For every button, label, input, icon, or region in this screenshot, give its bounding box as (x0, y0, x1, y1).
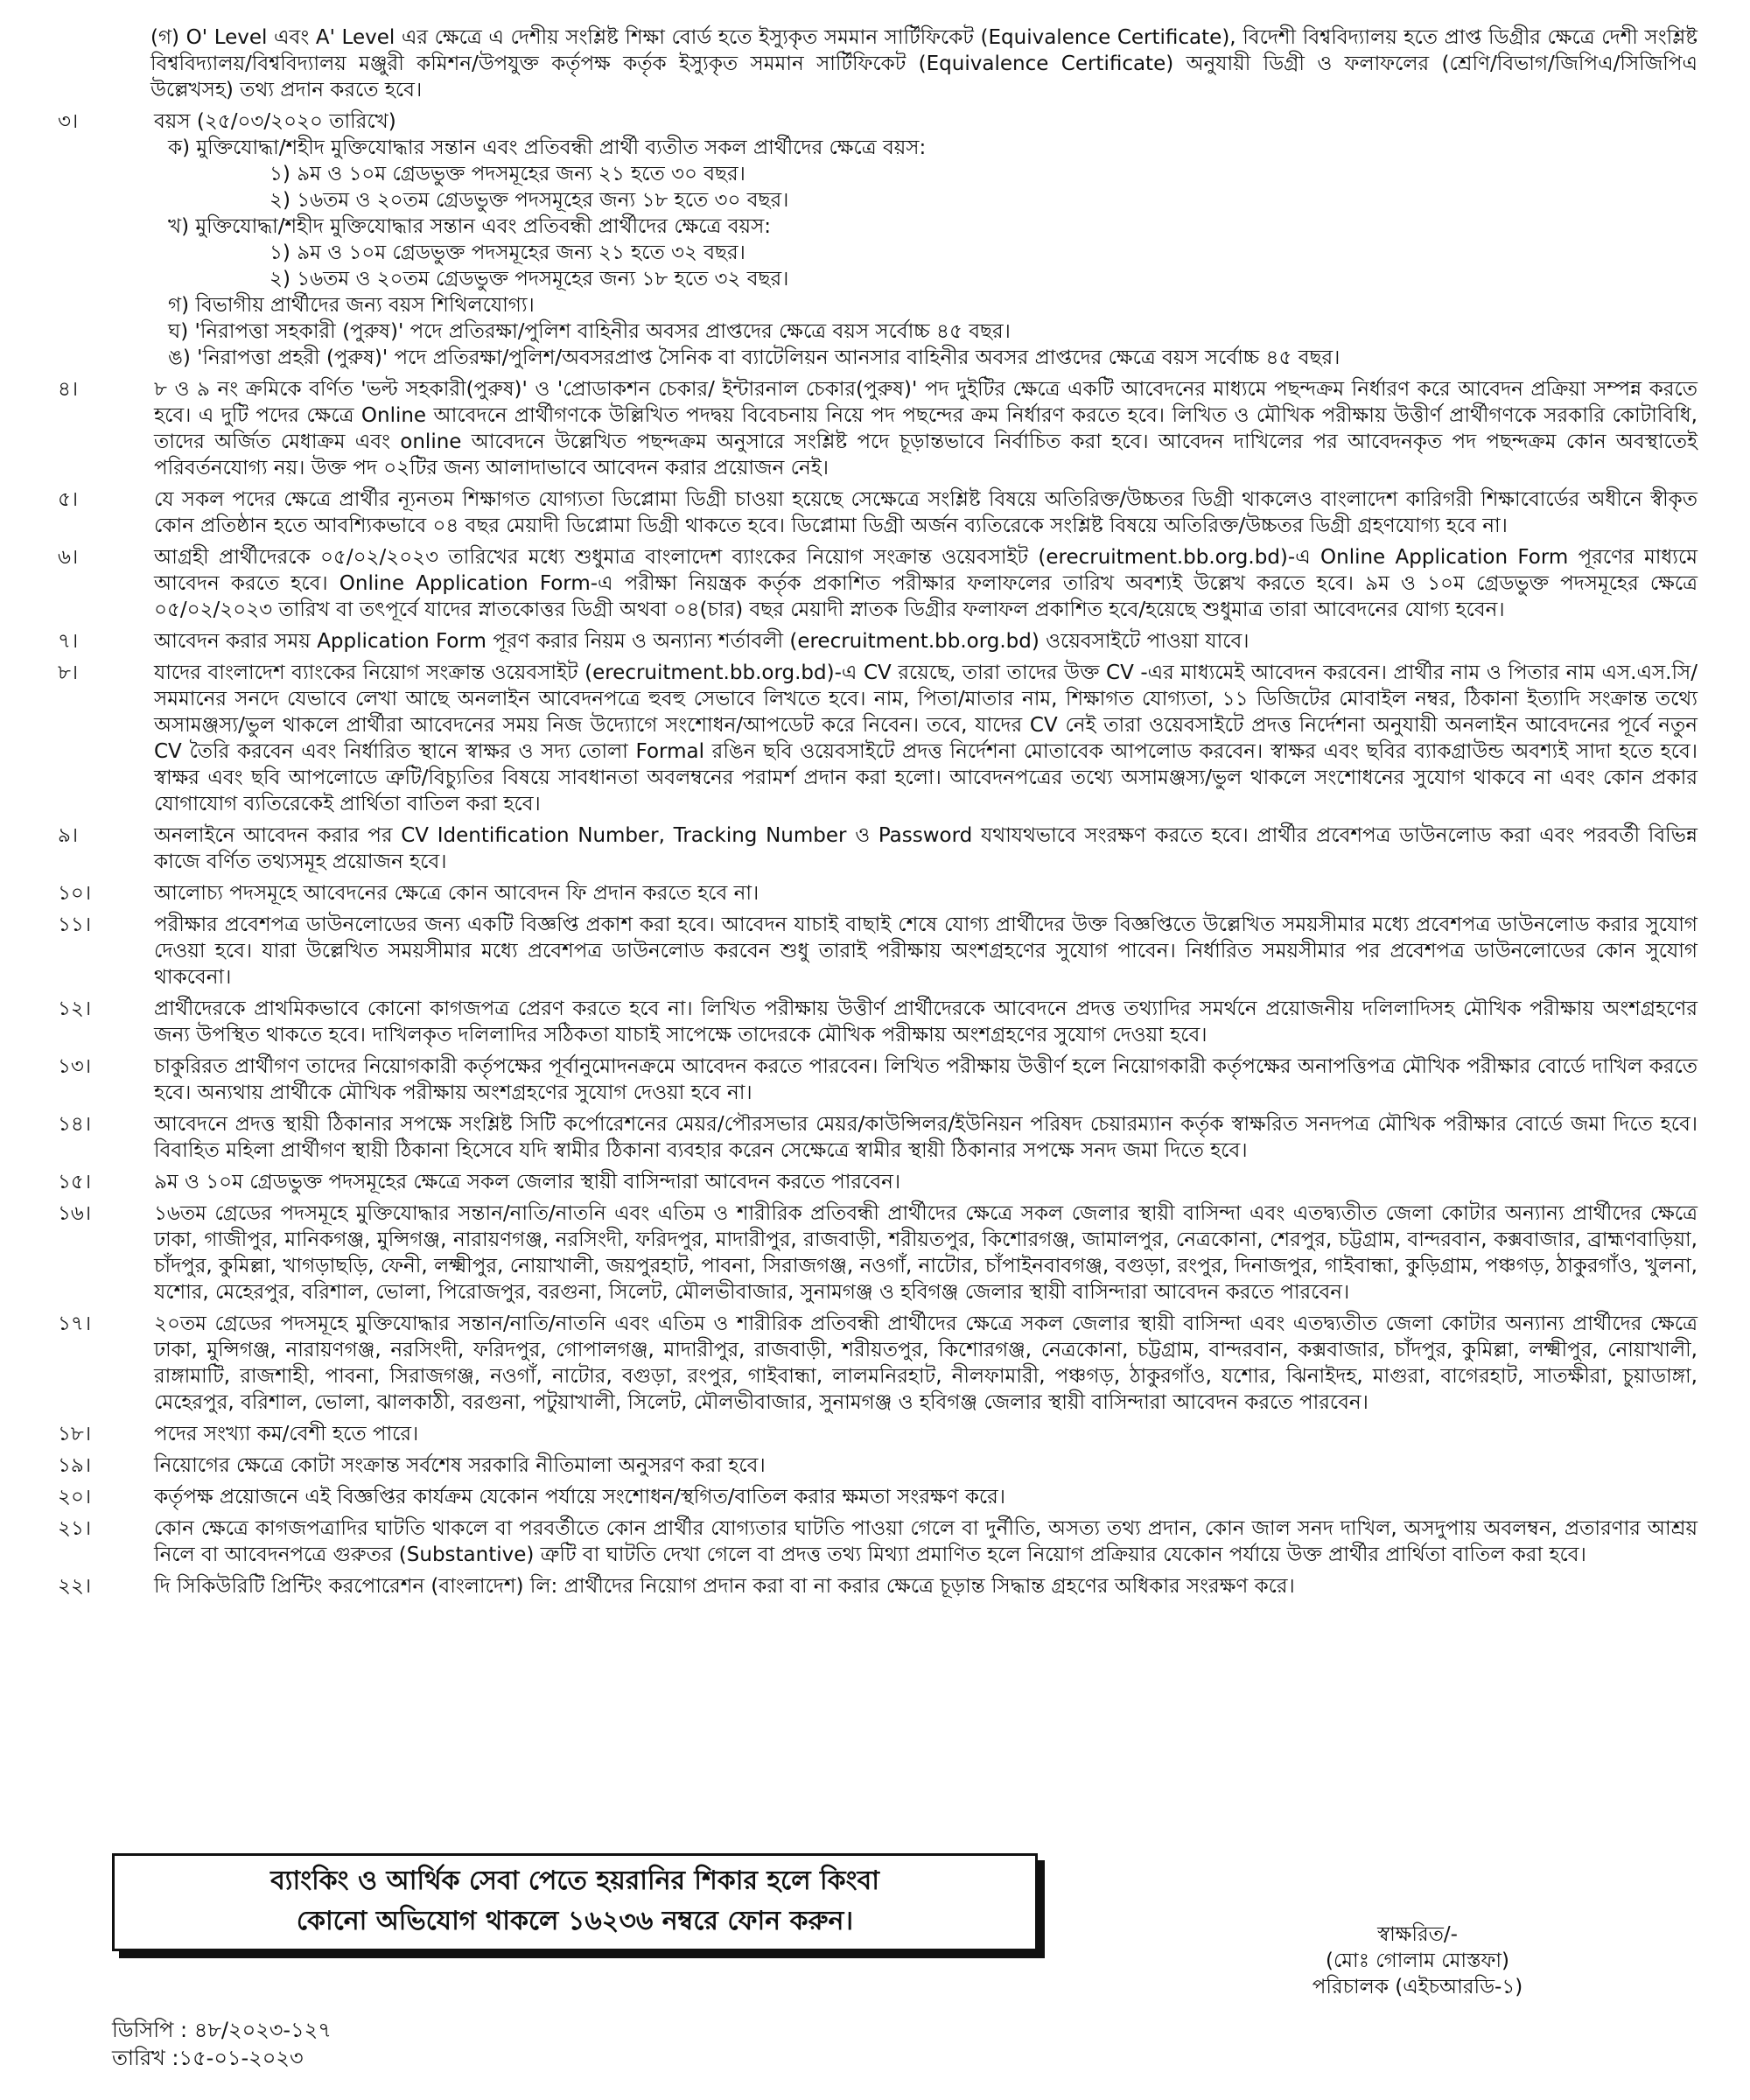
age-clause-d: ঘ) 'নিরাপত্তা সহকারী (পুরুষ)' পদে প্রতিরক্ষা/পুলিশ বাহিনীর অবসর প্রাপ্তদের ক্ষেত্রে বয়স সর্বোচ্চ ৪৫ বছর। (168, 320, 1011, 343)
age-clause-b2: ২) ১৬তম ও ২০তম গ্রেডভুক্ত পদসমূহের জন্য ১৮ হতে ৩২ বছর। (270, 268, 789, 290)
list-item (52, 1311, 1698, 1416)
item-number: ১১। (58, 914, 92, 936)
item-text: অনলাইনে আবেদন করার পর CV Identification Number, Tracking Number ও Password যথাযথভাবে সংরক্ষণ করতে হবে। প্রার্থীর প্রবেশপত্র ডাউনলোড করা এবং পরবর্তী বিভিন্ন কাজে বর্ণিত তথ্যসমূহ প্রয়োজন হবে। (154, 824, 1698, 873)
age-clause-e: ঙ) 'নিরাপত্তা প্রহরী (পুরুষ)' পদে প্রতিরক্ষা/পুলিশ/অবসরপ্রাপ্ত সৈনিক বা ব্যাটেলিয়ন আনসার বাহিনীর অবসর প্রাপ্তদের ক্ষেত্রে বয়স সর্বোচ্চ ৪৫ বছর। (168, 346, 1340, 369)
reference-block (112, 2016, 332, 2072)
helpline-line-2: কোনো অভিযোগ থাকলে ১৬২৩৬ নম্বরে ফোন করুন। (296, 1906, 854, 1936)
list-item (52, 1054, 1698, 1106)
age-clause-a1: ১) ৯ম ও ১০ম গ্রেডভুক্ত পদসমূহের জন্য ২১ হতে ৩০ বছর। (270, 163, 746, 186)
item-number: ১৯। (58, 1454, 92, 1477)
item-number: ১৭। (58, 1312, 92, 1335)
list-item (52, 822, 1698, 875)
notice-page (52, 24, 1698, 1600)
item-number: ৩। (58, 110, 79, 133)
list-item (52, 880, 1698, 906)
item-number: ১৫। (58, 1171, 92, 1194)
item-number: ১৩। (58, 1055, 92, 1078)
item-text: যে সকল পদের ক্ষেত্রে প্রার্থীর ন্যূনতম শিক্ষাগত যোগ্যতা ডিপ্লোমা ডিগ্রী চাওয়া হয়েছে সেক্ষেত্রে সংশ্লিষ্ট বিষয়ে অতিরিক্ত/উচ্চতর ডিগ্রী থাকলেও বাংলাদেশ কারিগরী শিক্ষাবোর্ডের অধীনে স্বীকৃত কোন প্রতিষ্ঠান হতে আবশ্যিকভাবে ০৪ বছর মেয়াদী ডিপ্লোমা ডিগ্রী থাকতে হবে। ডিপ্লোমা ডিগ্রী অর্জন ব্যতিরেকে সংশ্লিষ্ট বিষয়ে অতিরিক্ত/উচ্চতর ডিগ্রী গ্রহণযোগ্য হবে না। (154, 488, 1698, 537)
list-item (52, 486, 1698, 539)
item-number: ২১। (58, 1517, 92, 1540)
list-item (52, 628, 1698, 654)
age-clause-b1: ১) ৯ম ও ১০ম গ্রেডভুক্ত পদসমূহের জন্য ২১ হতে ৩২ বছর। (270, 242, 746, 264)
intro-paragraph: (গ) O' Level এবং A' Level এর ক্ষেত্রে এ দেশীয় সংশ্লিষ্ট শিক্ষা বোর্ড হতে ইস্যুকৃত সমমান সার্টিফিকেট (Equivalence Certificate), বিদেশী বিশ্ববিদ্যালয় হতে প্রাপ্ত ডিগ্রীর ক্ষেত্রে দেশী সংশ্লিষ্ট বিশ্ববিদ্যালয়/বিশ্ববিদ্যালয় মঞ্জুরী কমিশন/উপযুক্ত কর্তৃপক্ষ কর্তৃক ইস্যুকৃত সমমান সার্টিফিকেট (Equivalence Certificate) অনুযায়ী ডিগ্রী ও ফলাফলের (শ্রেণি/বিভাগ/জিপিএ/সিজিপিএ উল্লেখসহ) তথ্য প্রদান করতে হবে। (150, 26, 1698, 102)
item-number: ৫। (58, 488, 79, 511)
item-number: ১৪। (58, 1113, 92, 1136)
list-item (52, 1111, 1698, 1164)
dcp-reference: ডিসিপি : ৪৮/২০২৩-১২৭ (112, 2018, 332, 2042)
item-text: দি সিকিউরিটি প্রিন্টিং করপোরেশন (বাংলাদেশ) লি: প্রার্থীদের নিয়োগ প্রদান করা বা না করার ক্ষেত্রে চূড়ান্ত সিদ্ধান্ত গ্রহণের অধিকার সংরক্ষণ করে। (154, 1575, 1295, 1598)
item-text: আবেদন করার সময় Application Form পূরণ করার নিয়ম ও অন্যান্য শর্তাবলী (erecruitment.bb.org.bd) ওয়েবসাইটে পাওয়া যাবে। (154, 630, 1250, 653)
list-item (52, 1200, 1698, 1306)
item-text: পদের সংখ্যা কম/বেশী হতে পারে। (154, 1423, 419, 1446)
item-number: ৯। (58, 824, 79, 847)
item-text: ১৬তম গ্রেডের পদসমূহে মুক্তিযোদ্ধার সন্তান/নাতি/নাতনি এবং এতিম ও শারীরিক প্রতিবন্ধী প্রার্থীদের ক্ষেত্রে সকল জেলার স্থায়ী বাসিন্দা এবং এতদ্ব্যতীত জেলা কোটার অন্যান্য প্রার্থীদের ক্ষেত্রে ঢাকা, গাজীপুর, মানিকগঞ্জ, মুন্সিগঞ্জ, নারায়ণগঞ্জ, নরসিংদী, ফরিদপুর, মাদারীপুর, রাজবাড়ী, শরীয়তপুর, কিশোরগঞ্জ, জামালপুর, নেত্রকোনা, শেরপুর, চট্টগ্রাম, বান্দরবান, কক্সবাজার, ব্রাহ্মণবাড়িয়া, চাঁদপুর, কুমিল্লা, খাগড়াছড়ি, ফেনী, লক্ষ্মীপুর, নোয়াখালী, জয়পুরহাট, পাবনা, সিরাজগঞ্জ, নওগাঁ, নাটোর, চাঁপাইনবাবগঞ্জ, বগুড়া, রংপুর, দিনাজপুর, গাইবান্ধা, কুড়িগ্রাম, পঞ্চগড়, ঠাকুরগাঁও, খুলনা, যশোর, মেহেরপুর, বরিশাল, ভোলা, পিরোজপুর, বরগুনা, সিলেট, মৌলভীবাজার, সুনামগঞ্জ ও হবিগঞ্জ জেলার স্থায়ী বাসিন্দারা আবেদন করতে পারবেন। (154, 1202, 1698, 1304)
item-number: ৪। (58, 378, 79, 401)
age-clause-b: খ) মুক্তিযোদ্ধা/শহীদ মুক্তিযোদ্ধার সন্তান এবং প্রতিবন্ধী প্রার্থীদের ক্ষেত্রে বয়স: (168, 215, 772, 238)
item-number: ৭। (58, 630, 79, 653)
list-item (52, 996, 1698, 1048)
item-number: ২০। (58, 1486, 92, 1508)
list-item (52, 912, 1698, 990)
signatory-title: পরিচালক (এইচআরডি-১) (1312, 1976, 1523, 1998)
item-number: ১২। (58, 998, 92, 1020)
item-text: কোন ক্ষেত্রে কাগজপত্রাদির ঘাটতি থাকলে বা পরবর্তীতে কোন প্রার্থীর যোগ্যতার ঘাটতি পাওয়া গেলে বা দুর্নীতি, অসত্য তথ্য প্রদান, কোন জাল সনদ দাখিল, অসদুপায় অবলম্বন, প্রতারণার আশ্রয় নিলে বা আবেদনপত্রে গুরুতর (Substantive) ত্রুটি বা ঘাটতি দেখা গেলে বা প্রদত্ত তথ্য মিথ্যা প্রমাণিত হলে নিয়োগ প্রক্রিয়ার যেকোন পর্যায়ে উক্ত প্রার্থীর প্রার্থিতা বাতিল করা হবে। (154, 1517, 1698, 1566)
list-item (52, 1169, 1698, 1195)
age-clause-a: ক) মুক্তিযোদ্ধা/শহীদ মুক্তিযোদ্ধার সন্তান এবং প্রতিবন্ধী প্রার্থী ব্যতীত সকল প্রার্থীদের ক্ষেত্রে বয়স: (168, 136, 927, 159)
item-text: চাকুরিরত প্রার্থীগণ তাদের নিয়োগকারী কর্তৃপক্ষের পূর্বানুমোদনক্রমে আবেদন করতে পারবেন। লিখিত পরীক্ষায় উত্তীর্ণ হলে নিয়োগকারী কর্তৃপক্ষের অনাপত্তিপত্র মৌখিক পরীক্ষার বোর্ডে দাখিল করতে হবে। অন্যথায় প্রার্থীকে মৌখিক পরীক্ষায় অংশগ্রহণের সুযোগ দেওয়া হবে না। (154, 1055, 1698, 1104)
age-heading: বয়স (২৫/০৩/২০২০ তারিখে) (154, 110, 396, 133)
list-item (52, 1573, 1698, 1600)
list-item (52, 1452, 1698, 1479)
list-item (52, 1484, 1698, 1510)
item-number: ৮। (58, 662, 79, 684)
item-text: যাদের বাংলাদেশ ব্যাংকের নিয়োগ সংক্রান্ত ওয়েবসাইট (erecruitment.bb.org.bd)-এ CV রয়েছে, তারা তাদের উক্ত CV -এর মাধ্যমেই আবেদন করবেন। প্রার্থীর নাম ও পিতার নাম এস.এস.সি/সমমানের সনদে যেভাবে লেখা আছে অনলাইন আবেদনপত্রে হুবহু সেভাবে লিখতে হবে। নাম, পিতা/মাতার নাম, শিক্ষাগত যোগ্যতা, ১১ ডিজিটের মোবাইল নম্বর, ঠিকানা ইত্যাদি সংক্রান্ত তথ্যে অসামঞ্জস্য/ভুল থাকলে প্রার্থীরা আবেদনের সময় নিজ উদ্যোগে সংশোধন/আপডেট করে নিবেন। তবে, যাদের CV নেই তারা ওয়েবসাইটে প্রদত্ত নির্দেশনা অনুযায়ী অনলাইন আবেদনের পূর্বে নতুন CV তৈরি করবেন এবং নির্ধারিত স্থানে স্বাক্ষর ও সদ্য তোলা Formal রঙিন ছবি ওয়েবসাইটে প্রদত্ত নির্দেশনা মোতাবেক আপলোড করবেন। স্বাক্ষর এবং ছবির ব্যাকগ্রাউন্ড অবশ্যই সাদা হতে হবে। স্বাক্ষর এবং ছবি আপলোডে ত্রুটি/বিচ্যুতির বিষয়ে সাবধানতা অবলম্বনের পরামর্শ প্রদান করা হলো। আবেদনপত্রের তথ্যে অসামঞ্জস্য/ভুল থাকলে সংশোধনের সুযোগ থাকবে না এবং কোন প্রকার যোগাযোগ ব্যতিরেকেই প্রার্থিতা বাতিল করা হবে। (154, 662, 1698, 816)
item-text: ৮ ও ৯ নং ক্রমিকে বর্ণিত 'ভল্ট সহকারী(পুরুষ)' ও 'প্রোডাকশন চেকার/ ইন্টারনাল চেকার(পুরুষ)' পদ দুইটির ক্ষেত্রে একটি আবেদনের মাধ্যমে পছন্দক্রম নির্ধারণ করে আবেদন প্রক্রিয়া সম্পন্ন করতে হবে। এ দুটি পদের ক্ষেত্রে Online আবেদনে প্রার্থীগণকে উল্লিখিত পদদ্বয় বিবেচনায় নিয়ে পদ পছন্দের ক্রম নির্ধারণ করতে হবে। লিখিত ও মৌখিক পরীক্ষায় উত্তীর্ণ প্রার্থীগণকে সরকারি কোটাবিধি, তাদের অর্জিত মেধাক্রম এবং online আবেদনে উল্লেখিত পছন্দক্রম অনুসারে সংশ্লিষ্ট পদে চূড়ান্তভাবে নির্বাচিত করা হবে। আবেদন দাখিলের পর আবেদনকৃত পদ পছন্দক্রম কোন অবস্থাতেই পরিবর্তনযোগ্য নয়। উক্ত পদ ০২টির জন্য আলাদাভাবে আবেদন করার প্রয়োজন নেই। (154, 378, 1698, 480)
item-text: আগ্রহী প্রার্থীদেরকে ০৫/০২/২০২৩ তারিখের মধ্যে শুধুমাত্র বাংলাদেশ ব্যাংকের নিয়োগ সংক্রান্ত ওয়েবসাইট (erecruitment.bb.org.bd)-এ Online Application Form পূরণের মাধ্যমে আবেদন করতে হবে। Online Application Form-এ পরীক্ষা নিয়ন্ত্রক কর্তৃক প্রকাশিত পরীক্ষার ফলাফলের তারিখ অবশ্যই উল্লেখ করতে হবে। ৯ম ও ১০ম গ্রেডভুক্ত পদসমূহের ক্ষেত্রে ০৫/০২/২০২৩ তারিখ বা তৎপূর্বে যাদের স্নাতকোত্তর ডিগ্রী অথবা ০৪(চার) বছর মেয়াদী স্নাতক ডিগ্রীর ফলাফল প্রকাশিত হবে/হয়েছে শুধুমাত্র তারা আবেদনের যোগ্য হবেন। (154, 546, 1698, 621)
list-item (52, 1421, 1698, 1447)
item-text: নিয়োগের ক্ষেত্রে কোটা সংক্রান্ত সর্বশেষ সরকারি নীতিমালা অনুসরণ করা হবে। (154, 1454, 766, 1477)
item-number: ১৬। (58, 1202, 92, 1225)
list-item (52, 544, 1698, 623)
item-number: ২২। (58, 1575, 92, 1598)
signature-block (1251, 1922, 1584, 2000)
age-clause-a2: ২) ১৬তম ও ২০তম গ্রেডভুক্ত পদসমূহের জন্য ১৮ হতে ৩০ বছর। (270, 189, 789, 212)
helpline-box (112, 1853, 1038, 1951)
age-section (52, 108, 1698, 371)
list-item (52, 1516, 1698, 1568)
helpline-line-1: ব্যাংকিং ও আর্থিক সেবা পেতে হয়রানির শিকার হলে কিংবা (270, 1866, 879, 1896)
signature-signed: স্বাক্ষরিত/- (1377, 1923, 1458, 1946)
item-text: পরীক্ষার প্রবেশপত্র ডাউনলোডের জন্য একটি বিজ্ঞপ্তি প্রকাশ করা হবে। আবেদন যাচাই বাছাই শেষে যোগ্য প্রার্থীদের উক্ত বিজ্ঞপ্তিতে উল্লেখিত সময়সীমার মধ্যে প্রবেশপত্র ডাউনলোড করার সুযোগ দেওয়া হবে। যারা উল্লেখিত সময়সীমার মধ্যে প্রবেশপত্র ডাউনলোড করবেন শুধু তারাই পরীক্ষায় অংশগ্রহণের সুযোগ পাবেন। নির্ধারিত সময়সীমার পর প্রবেশপত্র ডাউনলোডের কোন সুযোগ থাকবেনা। (154, 914, 1698, 989)
signatory-name: (মোঃ গোলাম মোস্তফা) (1325, 1950, 1510, 1972)
item-text: ২০তম গ্রেডের পদসমূহে মুক্তিযোদ্ধার সন্তান/নাতি/নাতনি এবং এতিম ও শারীরিক প্রতিবন্ধী প্রার্থীদের ক্ষেত্রে সকল জেলার স্থায়ী বাসিন্দা এবং এতদ্ব্যতীত জেলা কোটার অন্যান্য প্রার্থীদের ক্ষেত্রে ঢাকা, মুন্সিগঞ্জ, নারায়ণগঞ্জ, নরসিংদী, ফরিদপুর, গোপালগঞ্জ, মাদারীপুর, রাজবাড়ী, শরীয়তপুর, কিশোরগঞ্জ, নেত্রকোনা, চট্টগ্রাম, বান্দরবান, কক্সবাজার, চাঁদপুর, কুমিল্লা, লক্ষ্মীপুর, নোয়াখালী, রাঙ্গামাটি, রাজশাহী, পাবনা, সিরাজগঞ্জ, নওগাঁ, নাটোর, বগুড়া, রংপুর, গাইবান্ধা, লালমনিরহাট, নীলফামারী, পঞ্চগড়, ঠাকুরগাঁও, যশোর, ঝিনাইদহ, মাগুরা, বাগেরহাট, সাতক্ষীরা, চুয়াডাঙ্গা, মেহেরপুর, বরিশাল, ভোলা, ঝালকাঠী, বরগুনা, পটুয়াখালী, সিলেট, মৌলভীবাজার, সুনামগঞ্জ ও হবিগঞ্জ জেলার স্থায়ী বাসিন্দারা আবেদন করতে পারবেন। (154, 1312, 1698, 1414)
item-text: ৯ম ও ১০ম গ্রেডভুক্ত পদসমূহের ক্ষেত্রে সকল জেলার স্থায়ী বাসিন্দারা আবেদন করতে পারবেন। (154, 1171, 901, 1194)
list-item (52, 376, 1698, 481)
issue-date: তারিখ :১৫-০১-২০২৩ (112, 2046, 304, 2070)
item-text: প্রার্থীদেরকে প্রাথমিকভাবে কোনো কাগজপত্র প্রেরণ করতে হবে না। লিখিত পরীক্ষায় উত্তীর্ণ প্রার্থীদেরকে আবেদনে প্রদত্ত তথ্যাদির সমর্থনে প্রয়োজনীয় দলিলাদিসহ মৌখিক পরীক্ষায় অংশগ্রহণের জন্য উপস্থিত থাকতে হবে। দাখিলকৃত দলিলাদির সঠিকতা যাচাই সাপেক্ষে তাদেরকে মৌখিক পরীক্ষায় অংশগ্রহণের সুযোগ দেওয়া হবে। (154, 998, 1698, 1046)
item-text: আবেদনে প্রদত্ত স্থায়ী ঠিকানার সপক্ষে সংশ্লিষ্ট সিটি কর্পোরেশনের মেয়র/পৌরসভার মেয়র/কাউন্সিলর/ইউনিয়ন পরিষদ চেয়ারম্যান কর্তৃক স্বাক্ষরিত সনদপত্র মৌখিক পরীক্ষার বোর্ডে জমা দিতে হবে। বিবাহিত মহিলা প্রার্থীগণ স্থায়ী ঠিকানা হিসেবে যদি স্বামীর ঠিকানা ব্যবহার করেন সেক্ষেত্রে স্বামীর স্থায়ী ঠিকানার সপক্ষে সনদ জমা দিতে হবে। (154, 1113, 1698, 1162)
item-number: ৬। (58, 546, 79, 569)
item-text: আলোচ্য পদসমূহে আবেদনের ক্ষেত্রে কোন আবেদন ফি প্রদান করতে হবে না। (154, 882, 760, 905)
item-number: ১০। (58, 882, 92, 905)
list-item (52, 660, 1698, 817)
item-text: কর্তৃপক্ষ প্রয়োজনে এই বিজ্ঞপ্তির কার্যক্রম যেকোন পর্যায়ে সংশোধন/স্থগিত/বাতিল করার ক্ষমতা সংরক্ষণ করে। (154, 1486, 1006, 1508)
age-clause-c: গ) বিভাগীয় প্রার্থীদের জন্য বয়স শিথিলযোগ্য। (168, 294, 535, 317)
item-number: ১৮। (58, 1423, 92, 1446)
